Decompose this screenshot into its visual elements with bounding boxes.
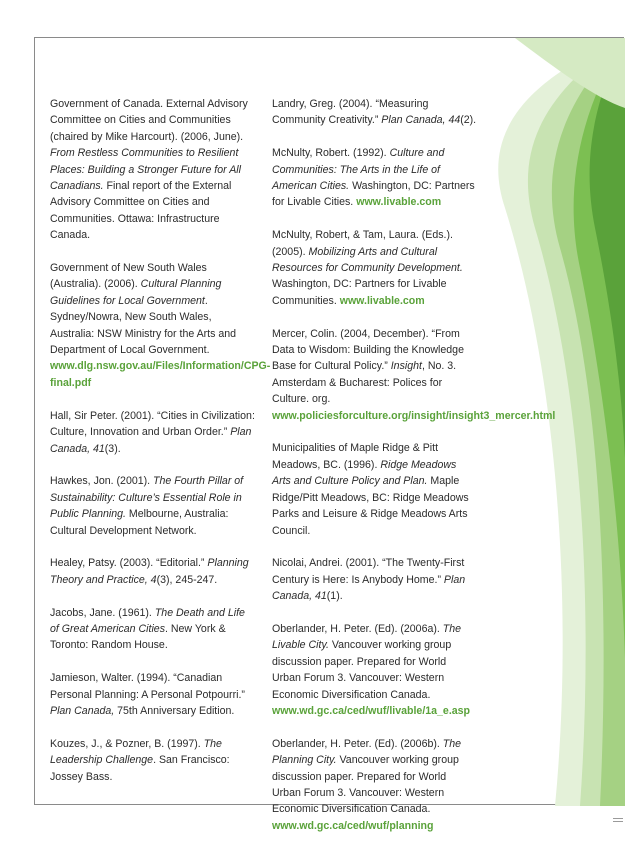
reference-text: Municipalities of Maple Ridge & Pitt Meadows, BC. (1996). [272,442,439,471]
reference-title-text: Planning Theory and Practice, 4 [50,557,249,586]
reference-entry [272,440,477,538]
reference-url-link[interactable]: www.policiesforculture.org/insight/insight3_mercer.html [272,409,556,422]
reference-text: Jacobs, Jane. (1961). [50,606,155,619]
reference-entry [272,736,477,834]
reference-entry [272,621,477,719]
reference-title-text: Mobilizing Arts and Cultural Resources for Community Development. [272,245,463,275]
reference-entry [50,555,255,588]
reference-text: Vancouver working group discussion paper. Prepared for World Urban Forum 3. Vancouver: Western Economic Diversification Canada. [272,639,452,701]
reference-title-text: The Death and Life of Great American Cities [50,606,245,635]
reference-title-text: Plan Canada, 41 [50,426,252,455]
reference-entry [50,736,255,785]
reference-title-text: Plan Canada, [50,704,115,717]
reference-text: Mercer, Colin. (2004, December). “From Data to Wisdom: Building the Knowledge Base for Cultural Policy.” [272,327,464,373]
reference-entry [50,605,255,654]
reference-url-link[interactable]: www.livable.com [356,196,442,209]
reference-text: Landry, Greg. (2004). “Measuring Community Creativity.” [272,98,429,127]
reference-text: Government of New South Wales (Australia). (2006). [50,262,207,291]
reference-entry [272,555,477,604]
reference-title-text: The Leadership Challenge [50,737,222,767]
reference-text: Washington, DC: Partners for Livable Communities. [272,278,447,307]
reference-text: Final report of the External Advisory Committee on Cities and Communities. Ottawa: Infrastructure Canada. [50,180,232,242]
reference-title-text: Culture and Communities: The Arts in the Life of American Cities. [272,147,445,193]
reference-url-link[interactable]: www.livable.com [339,294,425,307]
right-reference-column [272,96,556,851]
page-frame [34,37,624,832]
reference-entry [50,473,255,539]
reference-text: Jamieson, Walter. (1994). “Canadian Personal Planning: A Personal Potpourri.” [50,672,245,701]
reference-text: Oberlander, H. Peter. (Ed). (2006a). [272,622,443,635]
reference-text: Nicolai, Andrei. (2001). “The Twenty-First Century is Here: Is Anybody Home.” [272,557,465,586]
reference-entry [50,408,255,457]
reference-url-link[interactable]: www.wd.gc.ca/ced/wuf/livable/1a_e.asp [272,704,471,717]
reference-entry [50,96,255,244]
reference-text: . San Francisco: Jossey Bass. [50,754,230,783]
reference-text: . Sydney/Nowra, New South Wales, Australia: NSW Ministry for the Arts and Department of Local Government. [50,294,237,357]
reference-text: 75th Anniversary Edition. [114,704,235,717]
reference-entry [272,96,477,129]
reference-entry [272,326,556,424]
reference-text: (3). [104,442,121,455]
reference-text: (1). [326,590,343,603]
reference-title-text: Plan Canada, 44 [381,114,461,127]
reference-text: Maple Ridge/Pitt Meadows, BC: Ridge Meadows Parks and Leisure & Ridge Meadows Arts Council. [272,475,469,537]
reference-title-text: Ridge Meadows Arts and Culture Policy and Plan. [272,458,457,488]
left-reference-column [50,96,271,801]
reference-text: Vancouver working group discussion paper. Prepared for World Urban Forum 3. Vancouver: Western Economic Diversification Canada. [272,754,459,816]
reference-text: (3), 245-247. [156,573,218,586]
reference-text: , No. 3. Amsterdam & Bucharest: Polices for Culture. org. [272,360,457,406]
reference-text: Kouzes, J., & Pozner, B. (1997). [50,737,204,750]
reference-title-text: The Fourth Pillar of Sustainability: Culture’s Essential Role in Public Planning. [50,475,244,521]
reference-text: Hall, Sir Peter. (2001). “Cities in Civilization: Culture, Innovation and Urban Order.” [50,409,255,439]
reference-text: Oberlander, H. Peter. (Ed). (2006b). [272,737,443,750]
reference-text: (2). [460,114,477,127]
reference-entry [272,145,477,211]
reference-text: Healey, Patsy. (2003). “Editorial.” [50,557,208,570]
reference-title-text: From Restless Communities to Resilient Places: Building a Stronger Future for All Canadians. [50,147,241,193]
reference-title-text: Cultural Planning Guidelines for Local Government [50,278,222,307]
reference-title-text: Insight [390,360,422,373]
reference-text: McNulty, Robert. (1992). [272,147,390,160]
reference-entry [272,227,477,309]
reference-text: Melbourne, Australia: Cultural Development Network. [50,508,229,537]
reference-text: McNulty, Robert, & Tam, Laura. (Eds.). (2005). [272,229,453,258]
reference-url-link[interactable]: www.wd.gc.ca/ced/wuf/planning [272,819,434,832]
reference-url-link[interactable]: www.dlg.nsw.gov.au/Files/Information/CPG-final.pdf [50,360,271,389]
reference-text: . New York & Toronto: Random House. [50,622,226,652]
page-marker-icon [613,818,623,826]
reference-text: Hawkes, Jon. (2001). [50,475,154,488]
reference-title-text: The Planning City. [272,737,462,767]
reference-text: Washington, DC: Partners for Livable Cities. [272,180,475,209]
reference-entry [50,260,271,391]
reference-title-text: The Livable City. [272,622,462,652]
reference-title-text: Plan Canada, 41 [272,573,466,603]
reference-entry [50,670,255,719]
reference-text: Government of Canada. External Advisory Committee on Cities and Communities (chaired by Mike Harcourt). (2006, June). [50,98,248,143]
